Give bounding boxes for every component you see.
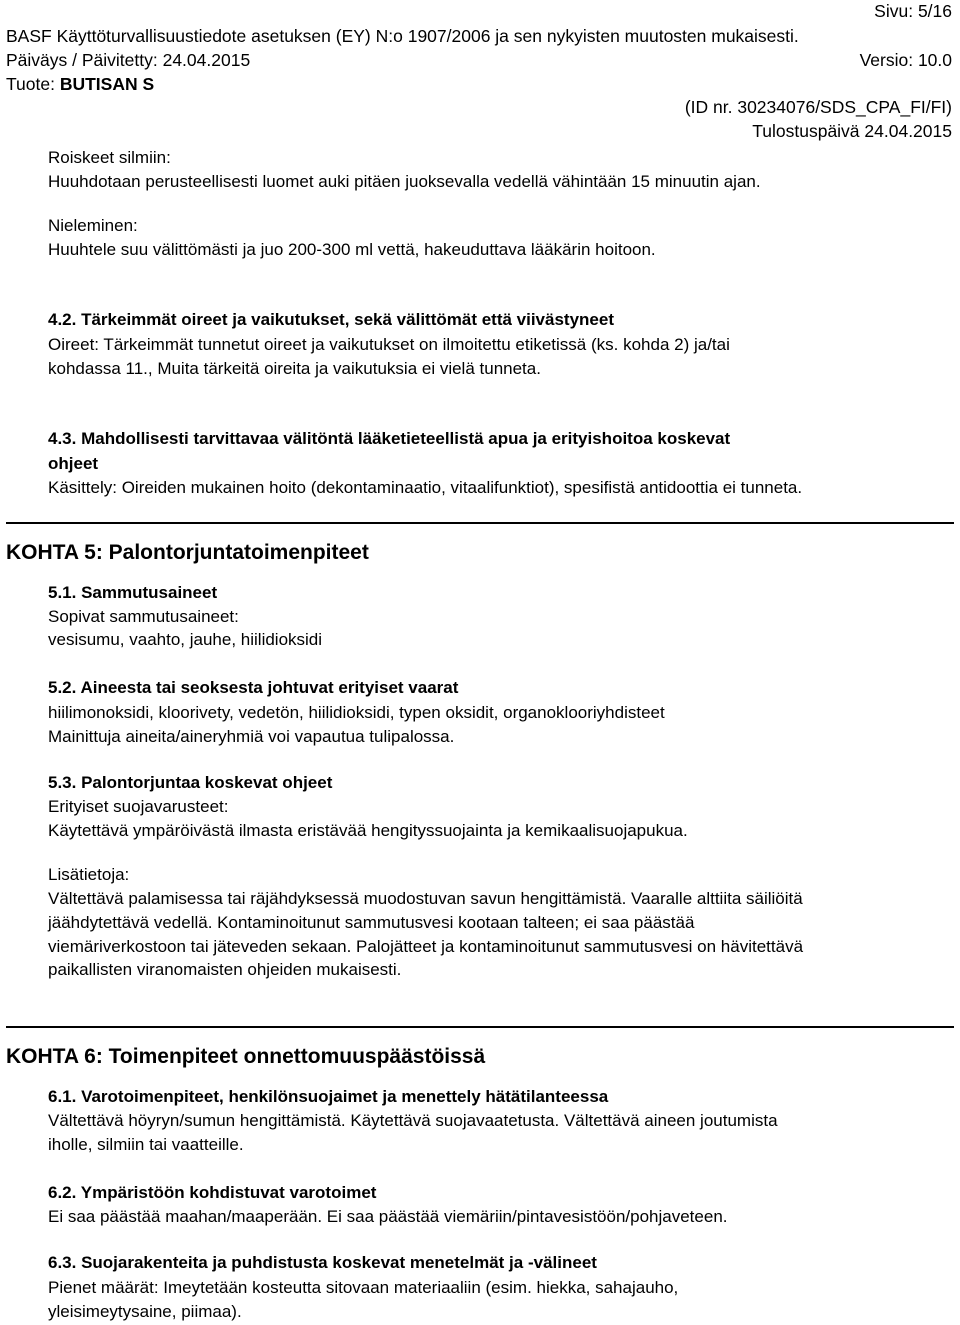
- subsection-6-3-title: 6.3. Suojarakenteita ja puhdistusta koskevat menetelmät ja -välineet: [48, 1253, 597, 1272]
- subsection-4-2-line1: Oireet: Tärkeimmät tunnetut oireet ja vaikutukset on ilmoitettu etiketissä (ks. kohda 2) ja/tai: [48, 335, 730, 354]
- additional-info-line2: jäähdytettävä vedellä. Kontaminoitunut sammutusvesi kootaan talteen; ei saa päästää: [48, 913, 695, 932]
- eyes-text: Huuhdotaan perusteellisesti luomet auki pitäen juoksevalla vedellä vähintään 15 minuutin ajan.: [48, 172, 761, 191]
- ingestion-text: Huuhtele suu välittömästi ja juo 200-300 ml vettä, hakeuduttava lääkärin hoitoon.: [48, 240, 656, 259]
- subsection-4-3-text: Käsittely: Oireiden mukainen hoito (dekontaminaatio, vitaalifunktiot), spesifistä antidoottia ei tunneta.: [48, 478, 803, 497]
- subsection-5-3-title: 5.3. Palontorjuntaa koskevat ohjeet: [48, 773, 333, 792]
- ingestion-label: Nieleminen:: [48, 216, 138, 235]
- section-5-title: KOHTA 5: Palontorjuntatoimenpiteet: [6, 541, 369, 564]
- subsection-6-2-title: 6.2. Ympäristöön kohdistuvat varotoimet: [48, 1183, 377, 1202]
- subsection-4-3-title-line2: ohjeet: [48, 454, 99, 473]
- eyes-label: Roiskeet silmiin:: [48, 148, 171, 167]
- product-name: BUTISAN S: [59, 74, 155, 94]
- subsection-6-1-line1: Vältettävä höyryn/sumun hengittämistä. Käytettävä suojavaatetusta. Vältettävä aineen joutumista: [48, 1111, 778, 1130]
- subsection-6-1-title: 6.1. Varotoimenpiteet, henkilönsuojaimet ja menettely hätätilanteessa: [48, 1087, 609, 1106]
- additional-info-line3: viemäriverkostoon tai jäteveden sekaan. Palojätteet ja kontaminoitunut sammutusvesi on hävitettävä: [48, 937, 804, 956]
- subsection-5-1-title: 5.1. Sammutusaineet: [48, 583, 218, 602]
- version: Versio: 10.0: [859, 50, 952, 70]
- subsection-4-2-title: 4.2. Tärkeimmät oireet ja vaikutukset, sekä välittömät että viivästyneet: [48, 310, 614, 329]
- subsection-5-1-label: Sopivat sammutusaineet:: [48, 607, 239, 626]
- page-number: Sivu: 5/16: [874, 1, 952, 21]
- subsection-5-1-text: vesisumu, vaahto, jauhe, hiilidioksidi: [48, 630, 323, 649]
- subsection-5-2-title: 5.2. Aineesta tai seoksesta johtuvat erityiset vaarat: [48, 678, 459, 697]
- subsection-5-2-line2: Mainittuja aineita/aineryhmiä voi vapautua tulipalossa.: [48, 727, 455, 746]
- subsection-4-2-line2: kohdassa 11., Muita tärkeitä oireita ja vaikutuksia ei vielä tunneta.: [48, 359, 541, 378]
- document-id: (ID nr. 30234076/SDS_CPA_FI/FI): [684, 97, 952, 117]
- subsection-6-3-line2: yleisimeytysaine, piimaa).: [48, 1302, 242, 1321]
- additional-info-line1: Vältettävä palamisessa tai räjähdyksessä muodostuvan savun hengittämistä. Vaaralle alttiita säiliöitä: [48, 889, 803, 908]
- additional-info-line4: paikallisten viranomaisten ohjeiden mukaisesti.: [48, 960, 402, 979]
- section-6-title: KOHTA 6: Toimenpiteet onnettomuuspäästöissä: [6, 1045, 486, 1068]
- section-divider: [6, 1026, 954, 1028]
- subsection-5-2-line1: hiilimonoksidi, kloorivety, vedetön, hiilidioksidi, typen oksidit, organoklooriyhdisteet: [48, 703, 665, 722]
- subsection-6-2-text: Ei saa päästää maahan/maaperään. Ei saa päästää viemäriin/pintavesistöön/pohjaveteen.: [48, 1207, 728, 1226]
- subsection-6-1-line2: iholle, silmiin tai vaatteille.: [48, 1135, 244, 1154]
- document-title: BASF Käyttöturvallisuustiedote asetuksen (EY) N:o 1907/2006 ja sen nykyisten muutosten mukaisesti.: [6, 26, 799, 46]
- additional-info-label: Lisätietoja:: [48, 865, 130, 884]
- subsection-6-3-line1: Pienet määrät: Imeytetään kosteutta sitovaan materiaaliin (esim. hiekka, sahajauho,: [48, 1278, 679, 1297]
- subsection-5-3-label: Erityiset suojavarusteet:: [48, 797, 229, 816]
- subsection-4-3-title-line1: 4.3. Mahdollisesti tarvittavaa välitöntä lääketieteellistä apua ja erityishoitoa koskevat: [48, 429, 731, 448]
- product-label: Tuote:: [6, 74, 55, 94]
- print-date: Tulostuspäivä 24.04.2015: [752, 121, 952, 141]
- subsection-5-3-text: Käytettävä ympäröivästä ilmasta eristävää hengityssuojainta ja kemikaalisuojapukua.: [48, 821, 688, 840]
- product-line: [6, 74, 154, 94]
- revision-date: Päiväys / Päivitetty: 24.04.2015: [6, 50, 251, 70]
- section-divider: [6, 522, 954, 524]
